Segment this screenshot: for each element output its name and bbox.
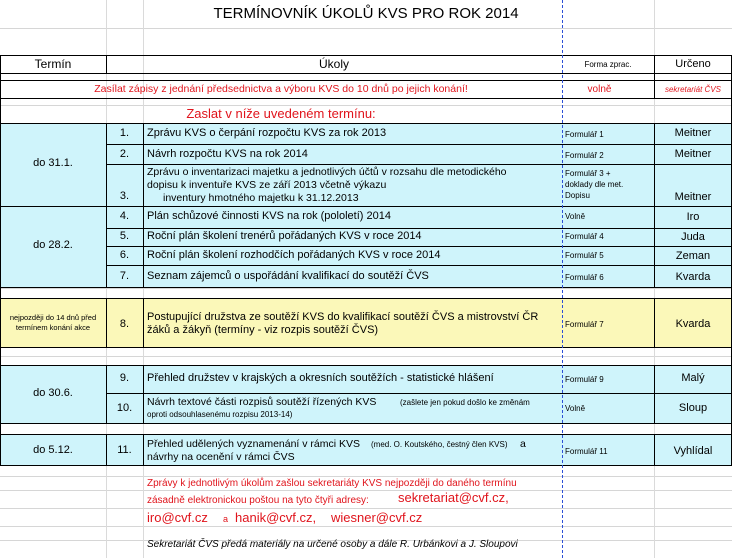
task-text: Seznam zájemců o uspořádání kvalifikací do soutěží ČVS xyxy=(147,270,429,282)
group-label-5: do 5.12. xyxy=(33,444,73,456)
task-text: Plán schůzové činnosti KVS na rok (pololetí) 2014 xyxy=(147,210,391,222)
task-text-line: Zprávu o inventarizaci majetku a jednotlivých účtů v rozsahu dle metodického xyxy=(147,166,507,178)
task-text: Zprávu KVS o čerpání rozpočtu KVS za rok 2013 xyxy=(147,127,387,139)
footer-line2: zásadně elektronickou poštou na tyto čtyři adresy: xyxy=(147,495,369,506)
task-number: 11. xyxy=(117,444,132,456)
task-number: 6. xyxy=(119,249,130,261)
task-number: 5. xyxy=(119,230,130,242)
task-text: Návrh textové části rozpisů soutěží řízených KVS xyxy=(147,396,377,408)
group-label-3-line2: termínem konání akce xyxy=(15,323,91,332)
task-number: 4. xyxy=(119,210,130,222)
task-number: 2. xyxy=(119,148,130,160)
email-link-iro[interactable]: iro@cvf.cz xyxy=(147,510,208,525)
header-ukoly: Úkoly xyxy=(318,57,349,71)
task-forma: Formulář 2 xyxy=(565,151,604,160)
task-text-line: Přehled udělených vyznamenání v rámci KVS xyxy=(147,438,361,450)
task-text-line: návrhy na ocenění v rámci ČVS xyxy=(147,451,295,463)
task-forma: Formulář 6 xyxy=(565,273,604,282)
task-urceno: Sloup xyxy=(678,402,708,414)
task-forma: Volně xyxy=(565,212,586,221)
group-label-4: do 30.6. xyxy=(33,387,73,399)
email-link-wiesner[interactable]: wiesner@cvf.cz xyxy=(331,510,423,525)
task-forma: Formulář 9 xyxy=(565,375,604,384)
task-text: Roční plán školení trenérů pořádaných KVS v roce 2014 xyxy=(147,230,422,242)
email-link-hanik[interactable]: hanik@cvf.cz, xyxy=(235,510,317,525)
task-text-line: inventury hmotného majetku k 31.12.2013 xyxy=(163,192,359,204)
task-urceno: Vyhlídal xyxy=(673,445,713,457)
group-label-3-line1: nejpozději do 14 dnů před xyxy=(9,313,97,322)
task-note: (zašlete jen pokud došlo ke změnám xyxy=(400,398,530,407)
task-forma: Formulář 11 xyxy=(565,447,608,456)
task-text: Přehled družstev v krajských a okresních soutěžích - statistické hlášení xyxy=(147,372,494,384)
task-forma-line: doklady dle met. xyxy=(565,180,624,189)
zasilat-urceno: sekretariát ČVS xyxy=(664,85,722,94)
footer-signature: Sekretariát ČVS předá materiály na určené osoby a dále R. Urbánkovi a J. Sloupovi xyxy=(147,539,518,550)
header-urceno: Určeno xyxy=(675,58,711,70)
subheading: Zaslat v níže uvedeném termínu: xyxy=(186,106,376,121)
task-note: a xyxy=(520,438,526,450)
task-number: 7. xyxy=(119,270,130,282)
header-termin: Termín xyxy=(34,57,72,71)
task-forma-line: Dopisu xyxy=(565,191,590,200)
task-forma: Formulář 4 xyxy=(565,232,604,241)
zasilat-text: Zasílat zápisy z jednání předsednictva a výboru KVS do 10 dnů po jejich konání! xyxy=(94,83,468,95)
task-forma: Formulář 5 xyxy=(565,251,604,260)
task-urceno: Kvarda xyxy=(675,318,711,330)
task-forma-line: Formulář 3 + xyxy=(565,169,611,178)
task-note: (med. O. Koutského, čestný člen KVS) xyxy=(371,440,508,449)
task-text-line: Postupující družstva ze soutěží KVS do kvalifikací soutěží ČVS a mistrovství ČR xyxy=(147,311,539,323)
task-number: 3. xyxy=(119,190,130,202)
task-forma: Volně xyxy=(565,404,586,413)
task-number: 1. xyxy=(119,127,130,139)
task-urceno: Zeman xyxy=(675,250,711,262)
task-number: 8. xyxy=(119,318,130,330)
task-number: 10. xyxy=(116,402,133,414)
header-forma: Forma zprac. xyxy=(584,60,632,69)
task-urceno: Meitner xyxy=(674,191,712,203)
footer-a: a xyxy=(223,514,229,524)
footer-line1: Zprávy k jednotlivým úkolům zašlou sekretariáty KVS nejpozději do daného termínu xyxy=(147,478,517,489)
task-text-line: žáků a žákyň (termíny - viz rozpis soutěží ČVS) xyxy=(147,324,379,336)
zasilat-forma: volně xyxy=(587,84,612,95)
task-urceno: Iro xyxy=(686,211,700,223)
task-urceno: Malý xyxy=(681,372,705,384)
task-text-line: dopisu k inventuře KVS ze září 2013 včetně výkazu xyxy=(147,179,387,191)
task-forma: Formulář 7 xyxy=(565,320,604,329)
task-note: oproti odsouhlasenému rozpisu 2013-14) xyxy=(147,410,293,419)
task-forma: Formulář 1 xyxy=(565,130,604,139)
task-text: Roční plán školení rozhodčích pořádaných KVS v roce 2014 xyxy=(147,249,441,261)
task-number: 9. xyxy=(119,372,130,384)
group-label-1: do 31.1. xyxy=(33,157,73,169)
task-urceno: Meitner xyxy=(674,127,712,139)
email-link-sekretariat[interactable]: sekretariat@cvf.cz, xyxy=(398,490,509,505)
group-label-2: do 28.2. xyxy=(33,239,73,251)
task-urceno: Kvarda xyxy=(675,271,711,283)
task-text: Návrh rozpočtu KVS na rok 2014 xyxy=(147,148,308,160)
task-urceno: Meitner xyxy=(674,148,712,160)
page-title: TERMÍNOVNÍK ÚKOLŮ KVS PRO ROK 2014 xyxy=(213,5,519,22)
task-urceno: Juda xyxy=(681,231,705,243)
